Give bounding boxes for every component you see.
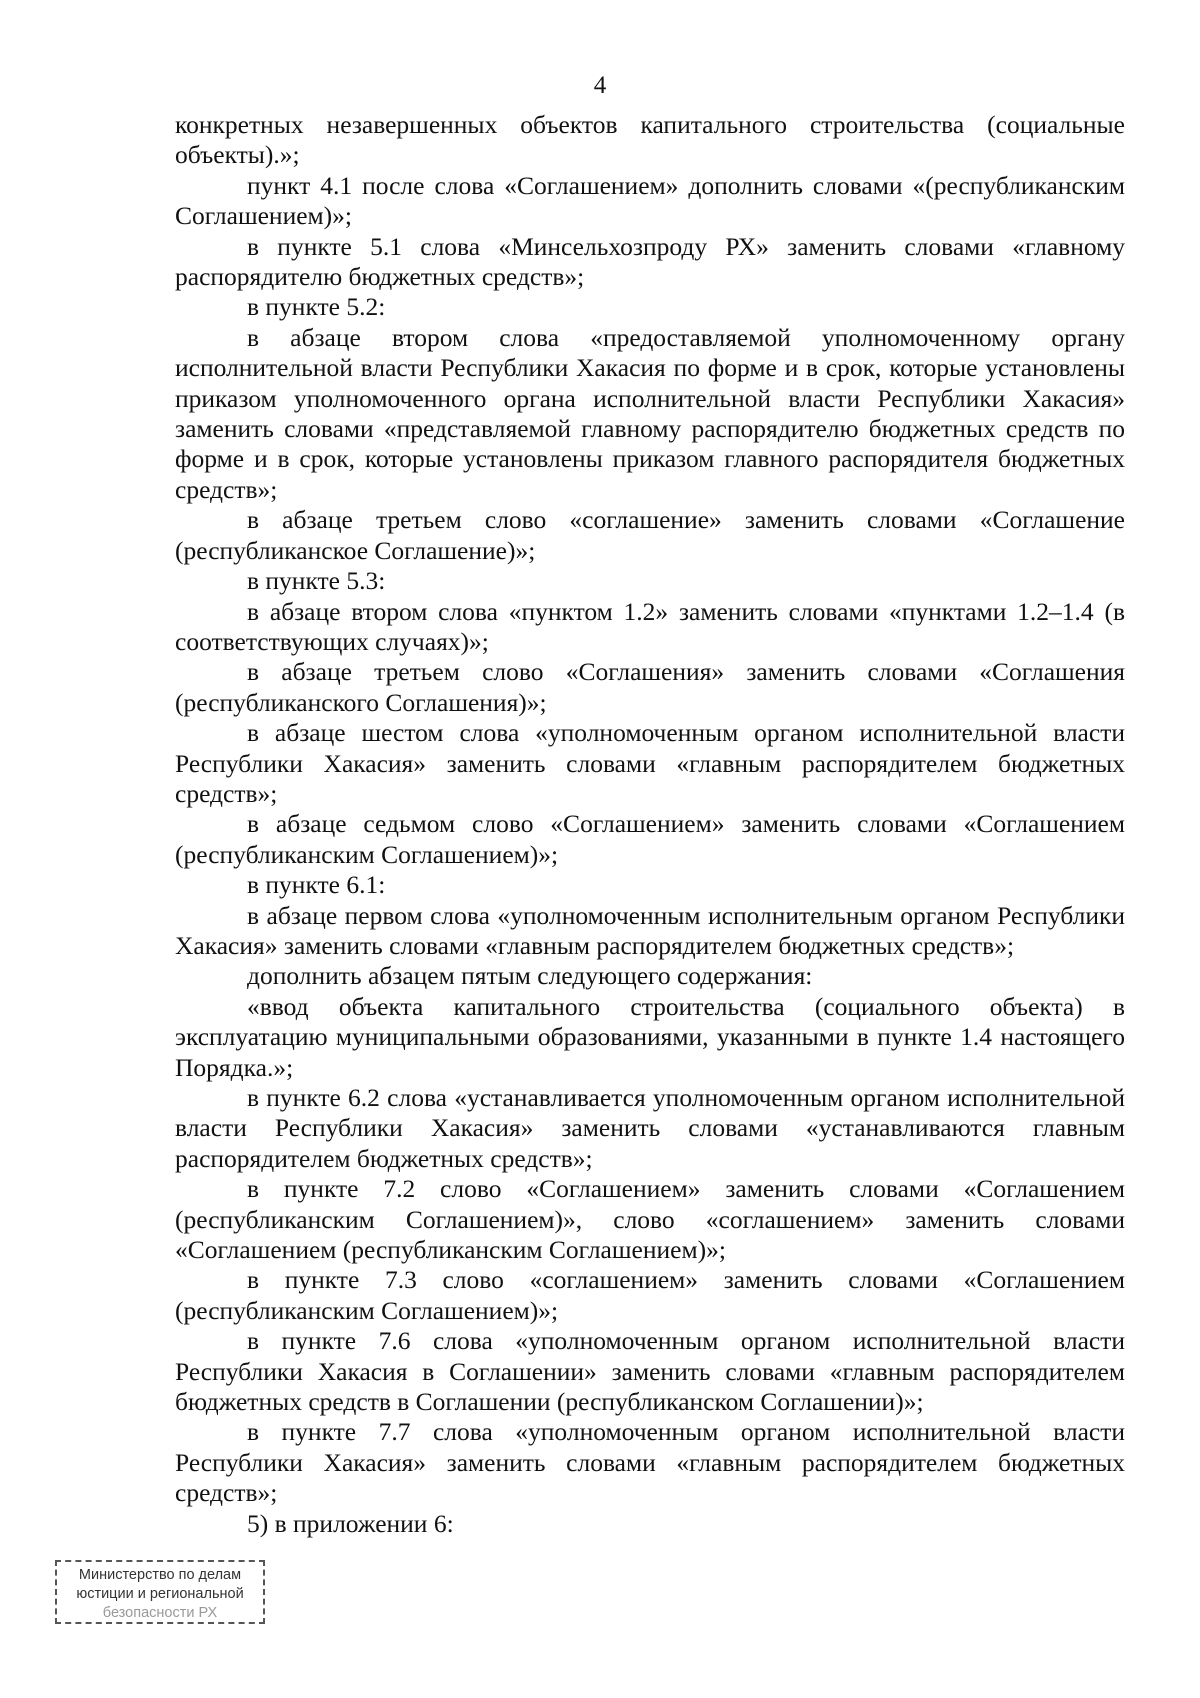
paragraph: в пункте 7.3 слово «соглашением» заменить словами «Соглашением (республиканским Соглашением)»;	[175, 1265, 1125, 1325]
paragraph: пункт 4.1 после слова «Соглашением» дополнить словами «(республиканским Соглашением)»;	[175, 170, 1125, 231]
paragraph: 5) в приложении 6:	[247, 1508, 454, 1538]
paragraph: в пункте 5.1 слова «Минсельхозпроду РХ» заменить словами «главному распорядителю бюджетных средств»;	[175, 231, 1125, 292]
paragraph: в пункте 5.3:	[247, 566, 386, 596]
paragraph: в пункте 7.2 слово «Соглашением» заменить словами «Соглашением (республиканским Соглашением)», слово «соглашением» заменить словами «Соглашением (республиканским Соглашением)»;	[175, 1174, 1125, 1265]
stamp-line: безопасности РХ	[102, 1605, 218, 1621]
paragraph: в абзаце втором слова «предоставляемой уполномоченному органу исполнительной власти Республики Хакасия по форме и в срок, которые установлены приказом уполномоченного органа исполнительной власти Республики Хакасия» заменить словами «представляемой главному распорядителю бюджетных средств по форме и в срок, которые установлены приказом главного распорядителя бюджетных средств»;	[175, 322, 1125, 504]
page-number: 4	[593, 72, 607, 99]
paragraph: в пункте 6.2 слова «устанавливается уполномоченным органом исполнительной власти Республики Хакасия» заменить словами «устанавливаются главным распорядителем бюджетных средств»;	[175, 1083, 1125, 1173]
stamp-line: юстиции и региональной	[76, 1586, 244, 1602]
paragraph: в пункте 7.6 слова «уполномоченным органом исполнительной власти Республики Хакасия в Соглашении» заменить словами «главным распорядителем бюджетных средств в Соглашении (республиканском Соглашении)»;	[175, 1326, 1125, 1417]
paragraph: «ввод объекта капитального строительства (социального объекта) в эксплуатацию муниципальными образованиями, указанными в пункте 1.4 настоящего Порядка.»;	[175, 991, 1125, 1082]
ministry-stamp	[55, 1560, 265, 1624]
paragraph: в абзаце первом слова «уполномоченным исполнительным органом Республики Хакасия» заменить словами «главным распорядителем бюджетных средств»;	[175, 900, 1125, 960]
paragraph: в пункте 5.2:	[247, 292, 386, 322]
paragraph: в абзаце шестом слова «уполномоченным органом исполнительной власти Республики Хакасия» заменить словами «главным распорядителем бюджетных средств»;	[175, 718, 1125, 808]
paragraph: в абзаце седьмом слово «Соглашением» заменить словами «Соглашением (республиканским Соглашением)»;	[175, 809, 1125, 869]
paragraph: в абзаце третьем слово «Соглашения» заменить словами «Соглашения (республиканского Соглашения)»;	[175, 657, 1125, 717]
paragraph: конкретных незавершенных объектов капитального строительства (социальные объекты).»;	[175, 110, 1125, 170]
paragraph: дополнить абзацем пятым следующего содержания:	[247, 961, 813, 991]
document-body	[175, 110, 1125, 1539]
paragraph: в пункте 7.7 слова «уполномоченным органом исполнительной власти Республики Хакасия» заменить словами «главным распорядителем бюджетных средств»;	[175, 1417, 1125, 1508]
paragraph: в абзаце втором слова «пунктом 1.2» заменить словами «пунктами 1.2–1.4 (в соответствующих случаях)»;	[175, 596, 1125, 656]
paragraph: в абзаце третьем слово «соглашение» заменить словами «Соглашение (республиканское Соглашение)»;	[175, 505, 1125, 565]
stamp-line: Министерство по делам	[78, 1567, 242, 1583]
paragraph: в пункте 6.1:	[247, 870, 386, 900]
